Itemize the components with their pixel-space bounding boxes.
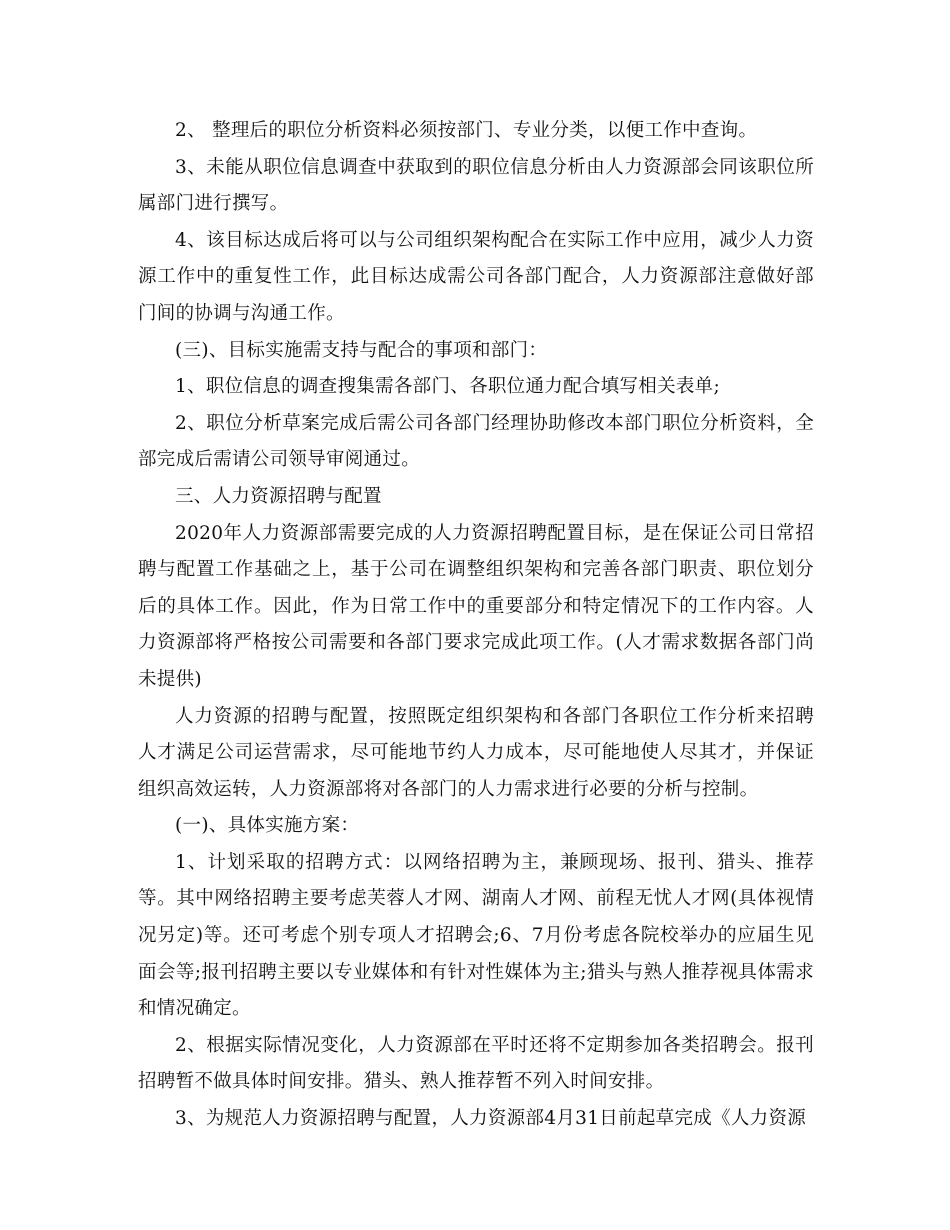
paragraph-plan-3: 3、为规范人力资源招聘与配置，人力资源部4月31日前起草完成《人力资源 (175, 1108, 807, 1130)
paragraph-support-1: 1、职位信息的调查搜集需各部门、各职位通力配合填写相关表单; (175, 376, 721, 398)
paragraph-recruitment-goal: 2020年人力资源部需要完成的人力资源招聘配置目标，是在保证公司日常招聘与配置工作基础之上，基于公司在调整组织架构和完善各部门职责、职位划分后的具体工作。因此，作为日常工作中的重要部分和特定情况下的工作内容。人力资源部将严格按公司需要和各部门要求完成此项工作。(人才需求数据各部门尚未提供) (138, 522, 814, 690)
paragraph-plan-1: 1、计划采取的招聘方式：以网络招聘为主，兼顾现场、报刊、猎头、推荐等。其中网络招聘主要考虑芙蓉人才网、湖南人才网、前程无忧人才网(具体视情况另定)等。还可考虑个别专项人才招聘会;6、7月份考虑各院校举办的应届生见面会等;报刊招聘主要以专业媒体和有针对性媒体为主;猎头与熟人推荐视具体需求和情况确定。 (138, 851, 814, 1020)
paragraph-recruitment-principle: 人力资源的招聘与配置，按照既定组织架构和各部门各职位工作分析来招聘人才满足公司运营需求，尽可能地节约人力成本，尽可能地使人尽其才，并保证组织高效运转，人力资源部将对各部门的人力需求进行必要的分析与控制。 (138, 705, 814, 800)
section-heading-support: (三)、目标实施需支持与配合的事项和部门： (175, 339, 548, 361)
paragraph-item-4: 4、该目标达成后将可以与公司组织架构配合在实际工作中应用，减少人力资源工作中的重复性工作，此目标达成需公司各部门配合，人力资源部注意做好部门间的协调与沟通工作。 (138, 229, 814, 324)
paragraph-item-2: 2、 整理后的职位分析资料必须按部门、专业分类，以便工作中查询。 (175, 120, 758, 141)
document-body (138, 113, 814, 1138)
paragraph-item-3: 3、未能从职位信息调查中获取到的职位信息分析由人力资源部会同该职位所属部门进行撰写。 (138, 156, 814, 215)
section-heading-plan: (一)、具体实施方案： (175, 815, 360, 837)
paragraph-plan-2: 2、根据实际情况变化，人力资源部在平时还将不定期参加各类招聘会。报刊招聘暂不做具体时间安排。猎头、熟人推荐暂不列入时间安排。 (138, 1034, 814, 1093)
section-heading-recruitment: 三、人力资源招聘与配置 (175, 485, 382, 507)
paragraph-support-2: 2、职位分析草案完成后需公司各部门经理协助修改本部门职位分析资料，全部完成后需请公司领导审阅通过。 (138, 412, 814, 471)
